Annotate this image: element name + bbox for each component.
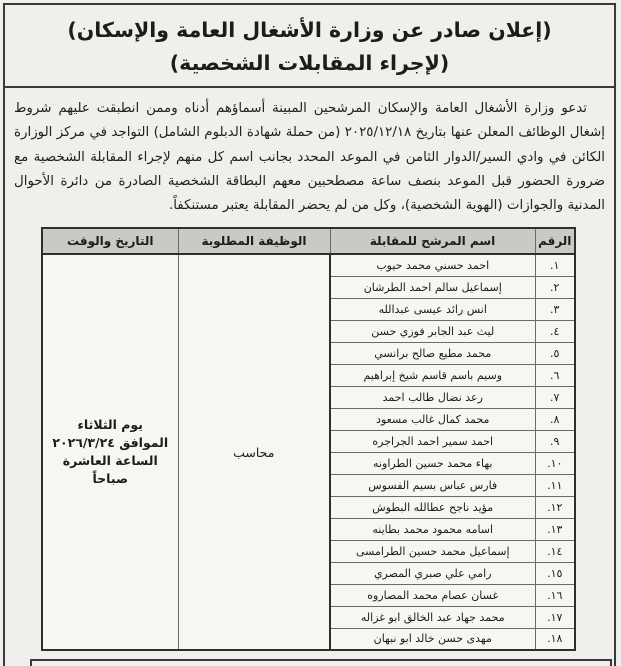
header-number: الرقم — [535, 228, 575, 254]
candidate-name: مهدى حسن خالد ابو نبهان — [330, 628, 535, 650]
datetime-line: يوم الثلاثاء — [77, 417, 143, 432]
table-body — [42, 254, 575, 650]
candidate-name: محمد جهاد عبد الخالق ابو غزاله — [330, 606, 535, 628]
row-number: ٤. — [535, 320, 575, 342]
row-number: ١٤. — [535, 540, 575, 562]
row-number: ٢. — [535, 276, 575, 298]
row-number: ٣. — [535, 298, 575, 320]
candidate-name: محمد كمال غالب مسعود — [330, 408, 535, 430]
datetime-line: الساعة العاشرة صباحاً — [62, 453, 158, 486]
candidate-name: رامي علي صبري المصري — [330, 562, 535, 584]
announcement-title — [5, 5, 614, 88]
datetime-cell — [42, 254, 178, 650]
candidate-name: إسماعيل محمد حسين الطرامسى — [330, 540, 535, 562]
next-section-box — [30, 659, 612, 666]
row-number: ١٢. — [535, 496, 575, 518]
row-number: ١. — [535, 254, 575, 276]
row-number: ١٦. — [535, 584, 575, 606]
candidate-name: ليث عبد الجابر فوزي حسن — [330, 320, 535, 342]
title-line-1: (إعلان صادر عن وزارة الأشغال العامة والإسكان) — [67, 18, 552, 42]
candidate-name: احمد حسني محمد حيوب — [330, 254, 535, 276]
row-number: ٩. — [535, 430, 575, 452]
row-number: ٨. — [535, 408, 575, 430]
datetime-line: الموافق ٢٠٢٦/٣/٢٤ — [52, 435, 169, 450]
header-candidate-name: اسم المرشح للمقابلة — [330, 228, 535, 254]
body-paragraph: تدعو وزارة الأشغال العامة والإسكان المرشحين المبينة أسماؤهم أدناه وممن انطبقت عليهم شروط إشغال الوظائف المعلن عنها بتاريخ ٢٠٢٥/١٢/١٨ (من حملة شهادة الدبلوم الشامل) التواجد في مركز الوزارة الكائن في وادي السير/الدوار الثامن في الموعد المحدد بجانب اسم كل منهم لإجراء المقابلة الشخصية مع ضرورة الحضور قبل الموعد بنصف ساعة مصطحبين معهم البطاقة الشخصية الصادرة من دائرة الأحوال المدنية والجوازات (الهوية الشخصية)، وكل من لم يحضر المقابلة يعتبر مستنكفاً. — [14, 101, 605, 214]
candidate-name: بهاء محمد حسين الطراونه — [330, 452, 535, 474]
candidate-name: فارس عباس بسيم الفسوس — [330, 474, 535, 496]
title-line-2: (لإجراء المقابلات الشخصية) — [169, 51, 450, 75]
row-number: ١٠. — [535, 452, 575, 474]
table-row — [42, 254, 575, 276]
candidate-name: رعد نضال طالب احمد — [330, 386, 535, 408]
header-position: الوظيفة المطلوبة — [178, 228, 330, 254]
candidate-name: انس رائد عيسى عبدالله — [330, 298, 535, 320]
interview-table — [41, 227, 576, 651]
candidate-name: اسامه محمود محمد بطاينه — [330, 518, 535, 540]
candidate-name: غسان عصام محمد المصاروه — [330, 584, 535, 606]
row-number: ٦. — [535, 364, 575, 386]
table-header-row — [42, 228, 575, 254]
row-number: ١١. — [535, 474, 575, 496]
candidate-name: احمد سمير احمد الجراجره — [330, 430, 535, 452]
candidate-name: محمد مطيع صالح برانسي — [330, 342, 535, 364]
candidate-name: مؤيد ناجح عطالله البطوش — [330, 496, 535, 518]
header-datetime: التاريخ والوقت — [42, 228, 178, 254]
row-number: ١٣. — [535, 518, 575, 540]
row-number: ١٧. — [535, 606, 575, 628]
row-number: ٥. — [535, 342, 575, 364]
candidate-name: وسيم باسم قاسم شيخ إبراهيم — [330, 364, 535, 386]
row-number: ١٨. — [535, 628, 575, 650]
row-number: ١٥. — [535, 562, 575, 584]
position-cell: محاسب — [178, 254, 330, 650]
candidate-name: إسماعيل سالم احمد الطرشان — [330, 276, 535, 298]
row-number: ٧. — [535, 386, 575, 408]
